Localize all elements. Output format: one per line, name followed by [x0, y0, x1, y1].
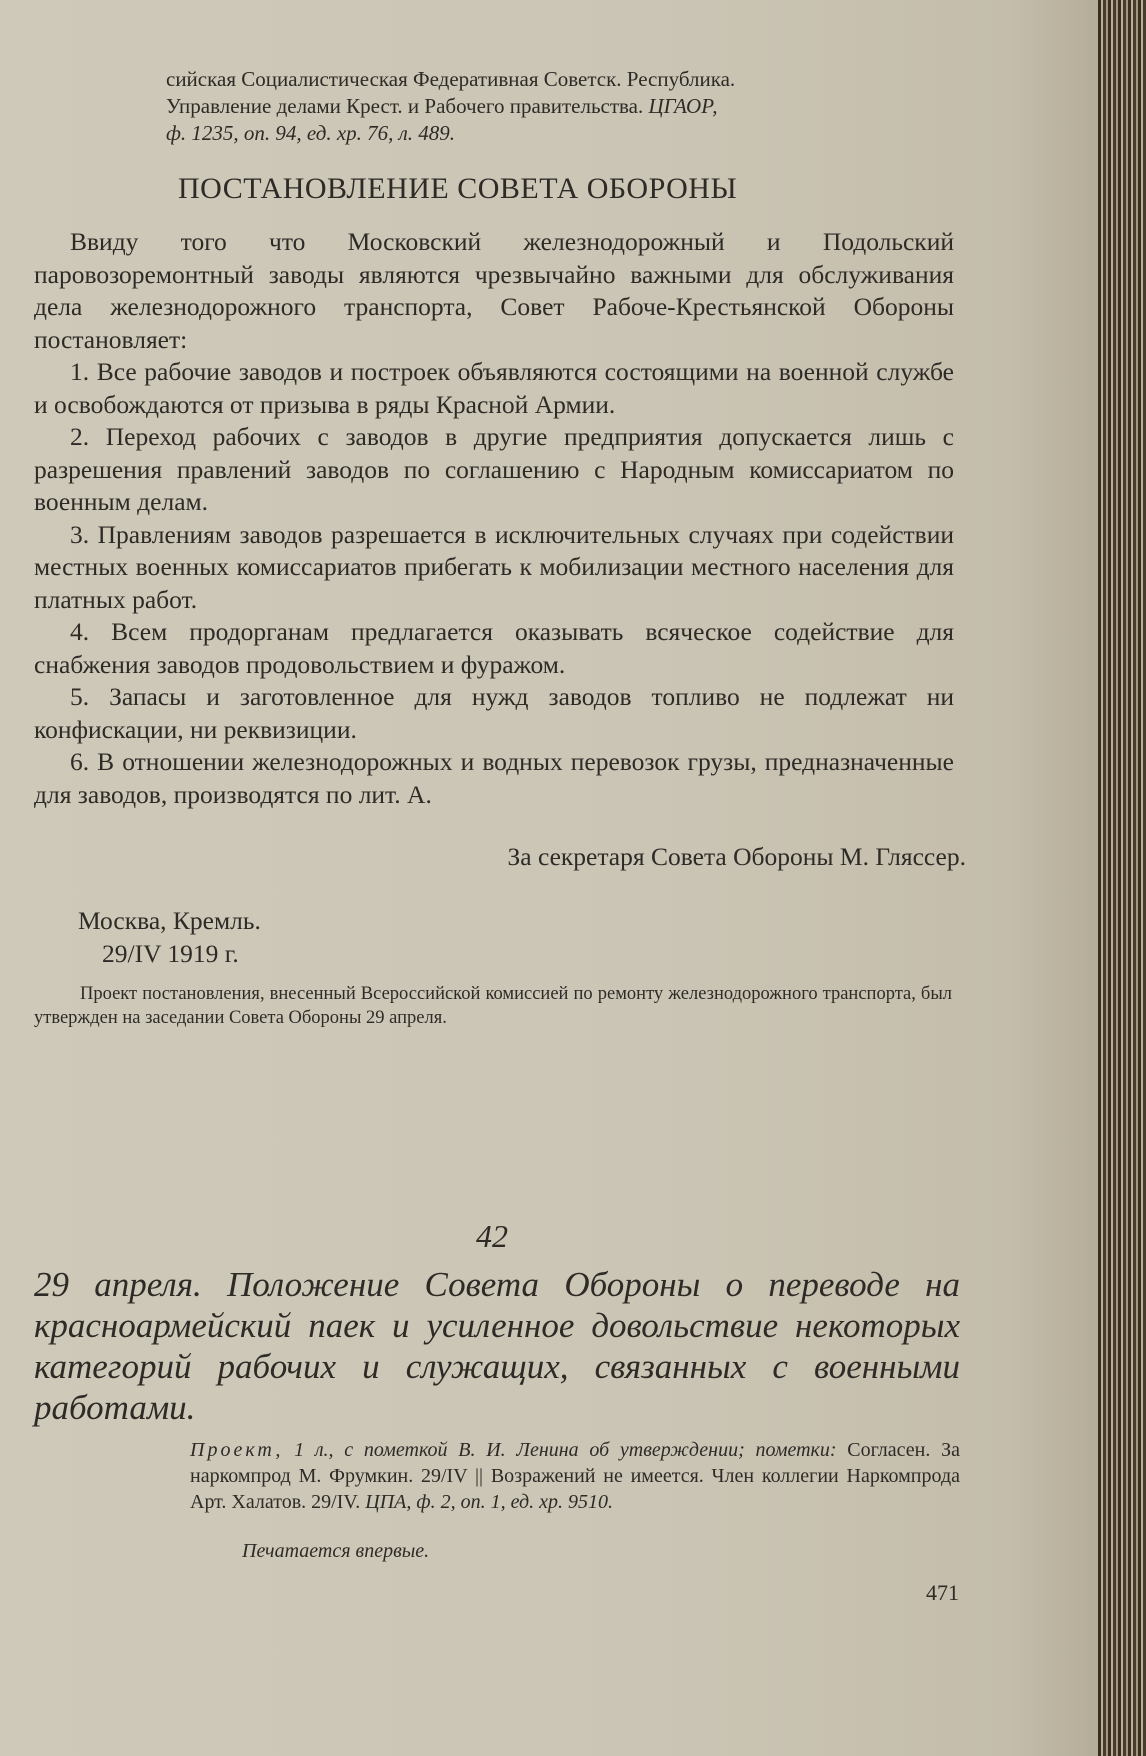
resolution-item: 4. Всем продорганам предлагается оказывать всяческое содействие для снабжения заводов продовольствием и фуражом.: [34, 617, 954, 679]
resolution-item: 3. Правлениям заводов разрешается в исключительных случаях при содействии местных военных комиссариатов прибегать к мобилизации местного населения для платных работ.: [34, 519, 954, 614]
source-italic-part: 1 л., с пометкой В. И. Ленина об утверждении; пометки:: [294, 1439, 837, 1461]
resolution-body: [34, 226, 954, 811]
source-spaced-word: Проект,: [190, 1439, 284, 1461]
place-and-date: [78, 904, 261, 970]
reference-archive-code: ЦГАОР,: [648, 94, 718, 118]
reference-line-2: [166, 93, 946, 120]
source-note: [190, 1437, 960, 1515]
resolution-item: 1. Все рабочие заводов и построек объявляются состоящими на военной службе и освобождаются от призыва в ряды Красной Армии.: [34, 357, 954, 419]
resolution-intro: Ввиду того что Московский железнодорожный и Подольский паровозоремонтный заводы являются чрезвычайно важными для обслуживания дела железнодорожного транспорта, Совет Рабоче-Крестьянской Обороны постановляет:: [34, 227, 954, 354]
reference-line-3: ф. 1235, оп. 94, ед. хр. 76, л. 489.: [166, 121, 456, 145]
document-title: 29 апреля. Положение Совета Обороны о переводе на красноармейский паек и усиленное довольствие некоторых категорий рабочих и служащих, связанных с военными работами.: [34, 1265, 960, 1427]
resolution-item: 6. В отношении железнодорожных и водных перевозок грузы, предназначенные для заводов, производятся по лит. А.: [34, 747, 954, 809]
book-page-edges: [1098, 0, 1146, 1756]
date: 29/IV 1919 г.: [102, 939, 239, 968]
reference-line-2-text: Управление делами Крест. и Рабочего правительства.: [166, 94, 644, 118]
printed-first-note: Печатается впервые.: [242, 1540, 430, 1562]
place: Москва, Кремль.: [78, 906, 261, 935]
document-number: 42: [476, 1218, 508, 1254]
archive-reference: [166, 66, 946, 147]
page-number: 471: [926, 1580, 959, 1605]
editorial-note: [34, 982, 952, 1030]
resolution-item: 2. Переход рабочих с заводов в другие предприятия допускается лишь с разрешения правлений заводов по соглашению с Народным комиссариатом по военным делам.: [34, 422, 954, 516]
resolution-heading: ПОСТАНОВЛЕНИЕ СОВЕТА ОБОРОНЫ: [178, 172, 738, 205]
reference-line-1: сийская Социалистическая Федеративная Советск. Республика.: [166, 67, 736, 91]
resolution-item: 5. Запасы и заготовленное для нужд заводов топливо не подлежат ни конфискации, ни реквизиции.: [34, 682, 954, 744]
signature: За секретаря Совета Обороны М. Гляссер.: [507, 842, 966, 871]
source-archive-code: ЦПА, ф. 2, оп. 1, ед. хр. 9510.: [365, 1491, 613, 1513]
editorial-note-text: Проект постановления, внесенный Всероссийской комиссией по ремонту железнодорожного транспорта, был утвержден на заседании Совета Обороны 29 апреля.: [34, 984, 952, 1028]
source-marks: Согласен. За наркомпрод М. Фрумкин. 29/IV || Возражений не имеется. Член коллегии Наркомпрода Арт. Халатов. 29/IV.: [190, 1439, 960, 1513]
